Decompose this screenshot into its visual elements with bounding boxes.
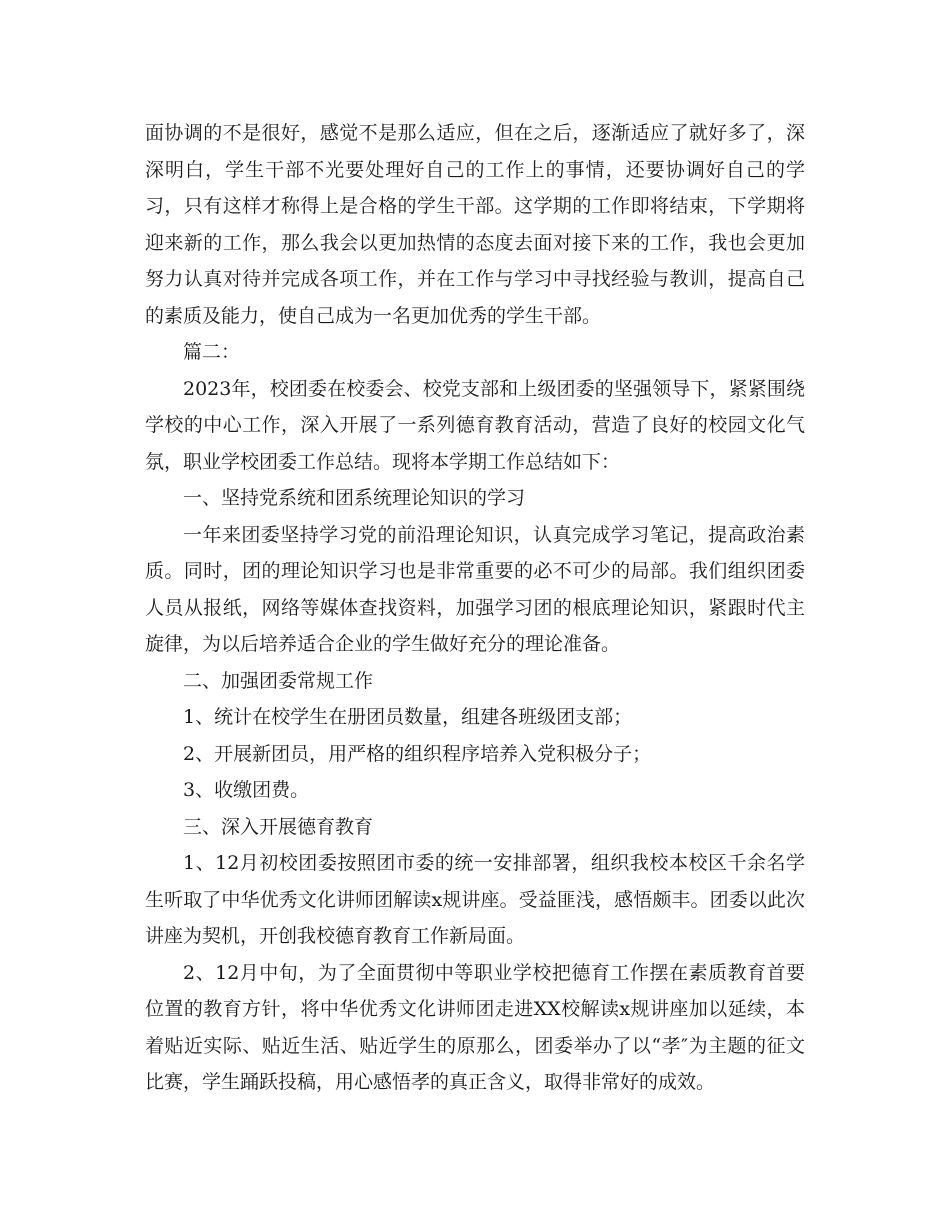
section-heading-part-two: 篇二： bbox=[183, 341, 241, 363]
section-heading-1: 一、坚持党系统和团系统理论知识的学习 bbox=[183, 487, 526, 509]
paragraph-moral-education-1: 1、12月初校团委按照团市委的统一安排部署，组织我校本校区千余名学生听取了中华优秀文化讲师团解读x规讲座。受益匪浅，感悟颇丰。团委以此次讲座为契机，开创我校德育教育工作新局面。 bbox=[145, 852, 805, 947]
list-item-1: 1、统计在校学生在册团员数量，组建各班级团支部； bbox=[183, 706, 633, 728]
paragraph-moral-education-2: 2、12月中旬，为了全面贯彻中等职业学校把德育工作摆在素质教育首要位置的教育方针，将中华优秀文化讲师团走进XX校解读x规讲座加以延续，本着贴近实际、贴近生活、贴近学生的原那么，团委举办了以“孝″为主题的征文比赛，学生踊跃投稿，用心感悟孝的真正含义，取得非常好的成效。 bbox=[145, 961, 805, 1093]
list-item-3: 3、收缴团费。 bbox=[183, 779, 310, 801]
paragraph-intro: 2023年，校团委在校委会、校党支部和上级团委的坚强领导下，紧紧围绕学校的中心工作，深入开展了一系列德育教育活动，营造了良好的校园文化气氛，职业学校团委工作总结。现将本学期工作总结如下： bbox=[145, 377, 805, 473]
paragraph-continuation: 面协调的不是很好，感觉不是那么适应，但在之后，逐渐适应了就好多了，深深明白，学生干部不光要处理好自己的工作上的事情，还要协调好自己的学习，只有这样才称得上是合格的学生干部。这学期的工作即将结束，下学期将迎来新的工作，那么我会以更加热情的态度去面对接下来的工作，我也会更加努力认真对待并完成各项工作，并在工作与学习中寻找经验与教训，提高自己的素质及能力，使自己成为一名更加优秀的学生干部。 bbox=[145, 122, 805, 327]
document-body bbox=[145, 115, 805, 1101]
section-heading-3: 三、深入开展德育教育 bbox=[183, 815, 374, 838]
list-item-2: 2、开展新团员，用严格的组织程序培养入党积极分子； bbox=[183, 742, 652, 765]
section-heading-2: 二、加强团委常规工作 bbox=[183, 669, 374, 692]
paragraph-theory-study: 一年来团委坚持学习党的前沿理论知识，认真完成学习笔记，提高政治素质。同时，团的理论知识学习也是非常重要的必不可少的局部。我们组织团委人员从报纸，网络等媒体查找资料，加强学习团的根底理论知识，紧跟时代主旋律，为以后培养适合企业的学生做好充分的理论准备。 bbox=[145, 523, 805, 655]
